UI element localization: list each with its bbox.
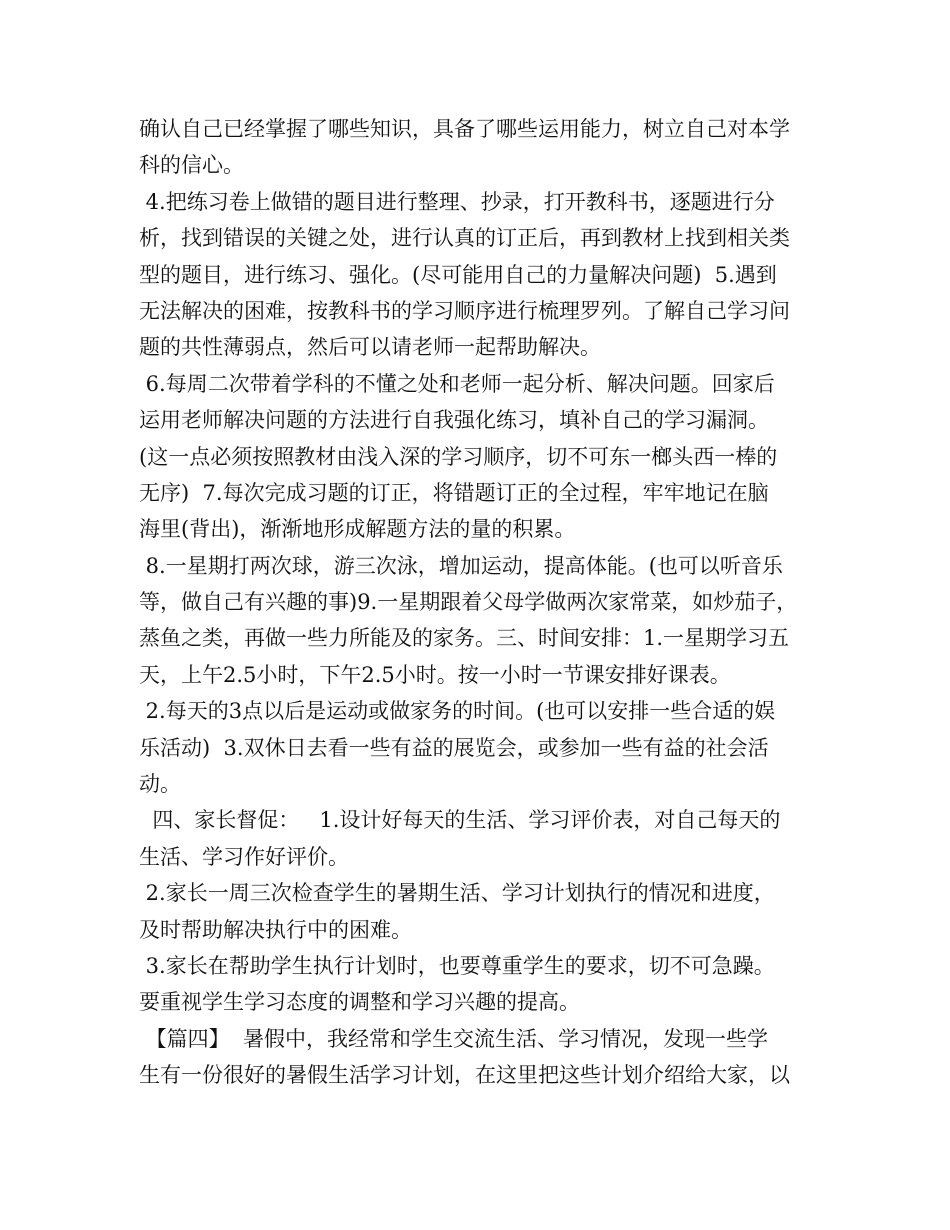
text-line: 型的题目，进行练习、强化。(尽可能用自己的力量解决问题) 5.遇到 [139, 262, 777, 287]
text-line: 乐活动) 3.双休日去看一些有益的展览会，或参加一些有益的社会活 [139, 735, 769, 760]
text-line: 动。 [139, 772, 181, 797]
text-line: 确认自己已经掌握了哪些知识，具备了哪些运用能力，树立自己对本学 [139, 117, 790, 141]
text-line: 生活、学习作好评价。 [139, 844, 349, 869]
text-line: 【篇四】 暑假中，我经常和学生交流生活、学习情况，发现一些学 [139, 1026, 769, 1051]
text-line: 要重视学生学习态度的调整和学习兴趣的提高。 [139, 990, 580, 1015]
text-line: 无序) 7.每次完成习题的订正，将错题订正的全过程，牢牢地记在脑 [139, 480, 769, 505]
text-line: 2.家长一周三次检查学生的暑期生活、学习计划执行的情况和进度， [139, 881, 775, 906]
text-line: 4.把练习卷上做错的题目进行整理、抄录，打开教科书，逐题进行分 [139, 189, 775, 214]
text-line: 等，做自己有兴趣的事)9.一星期跟着父母学做两次家常菜，如炒茄子， [139, 590, 798, 615]
text-line: 析，找到错误的关键之处，进行认真的订正后，再到教材上找到相关类 [139, 226, 790, 251]
text-line: 6.每周二次带着学科的不懂之处和老师一起分析、解决问题。回家后 [139, 371, 775, 396]
text-line: 无法解决的困难，按教科书的学习顺序进行梳理罗列。了解自己学习问 [139, 298, 790, 323]
text-line: (这一点必须按照教材由浅入深的学习顺序，切不可东一榔头西一棒的 [139, 444, 778, 469]
text-line: 8.一星期打两次球，游三次泳，增加运动，提高体能。(也可以听音乐 [139, 553, 783, 578]
text-line: 蒸鱼之类，再做一些力所能及的家务。三、时间安排：1.一星期学习五 [139, 626, 790, 651]
text-line: 科的信心。 [139, 153, 244, 178]
text-line: 及时帮助解决执行中的困难。 [139, 917, 412, 942]
text-line: 题的共性薄弱点，然后可以请老师一起帮助解决。 [139, 335, 601, 360]
text-line: 2.每天的3点以后是运动或做家务的时间。(也可以安排一些合适的娱 [139, 699, 776, 724]
text-line: 海里(背出)，渐渐地形成解题方法的量的积累。 [139, 517, 576, 542]
text-line: 3.家长在帮助学生执行计划时，也要尊重学生的要求，切不可急躁。 [139, 953, 775, 978]
body-text [139, 111, 819, 1094]
text-line: 运用老师解决问题的方法进行自我强化练习，填补自己的学习漏洞。 [139, 408, 769, 433]
text-line: 四、家长督促： 1.设计好每天的生活、学习评价表，对自己每天的 [139, 808, 781, 833]
text-line: 天，上午2.5小时，下午2.5小时。按一小时一节课安排好课表。 [139, 662, 731, 687]
text-line: 生有一份很好的暑假生活学习计划，在这里把这些计划介绍给大家，以 [139, 1063, 790, 1088]
